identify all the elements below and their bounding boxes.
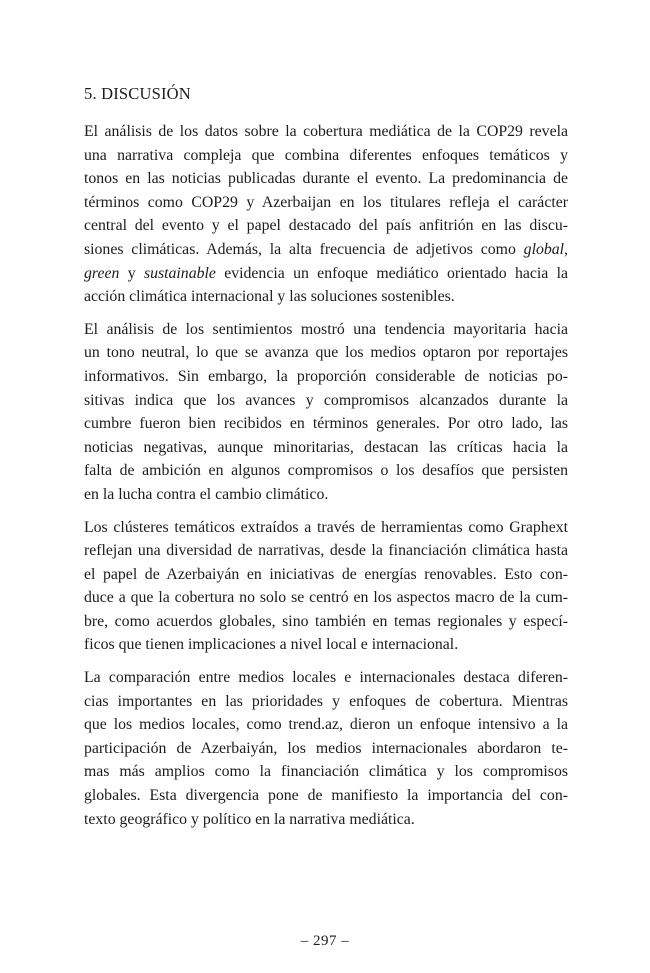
text-line: una narrativa compleja que combina diferentes enfoques temáticos y [84,146,568,164]
italic-term: global [523,240,565,258]
text-line: ficos que tienen implicaciones a nivel local e internacional. [84,636,459,654]
text-line: El análisis de los sentimientos mostró una tendencia mayoritaria hacia [84,320,568,338]
text-line: cias importantes en las prioridades y enfoques de cobertura. Mientras [84,692,568,710]
text-line: términos como COP29 y Azerbaijan en los titulares refleja el carácter [84,193,568,211]
text-line: en la lucha contra el cambio climático. [84,485,329,503]
text-line: globales. Esta divergencia pone de manifiesto la importancia del con- [84,787,568,805]
text-line: el papel de Azerbaiyán en iniciativas de energías renovables. Esto con- [84,565,568,583]
text-line: duce a que la cobertura no solo se centró en los aspectos macro de la cum- [84,589,568,607]
text-line: Los clústeres temáticos extraídos a través de herramientas como Graphext [84,518,568,536]
text-line: acción climática internacional y las soluciones sostenibles. [84,288,455,306]
text-line: cumbre fueron bien recibidos en términos generales. Por otro lado, las [84,415,568,433]
text-line: central del evento y el papel destacado del país anfitrión en las discu- [84,217,568,235]
page-number: – 297 – [300,933,350,949]
text-line: sitivas indica que los avances y compromisos alcanzados durante la [84,391,568,409]
body-text [84,120,568,840]
italic-term: green [84,264,120,282]
text-line: El análisis de los datos sobre la cobertura mediática de la COP29 revela [84,123,568,140]
text-line: reflejan una diversidad de narrativas, desde la financiación climática hasta [84,542,568,560]
paragraph [84,120,568,309]
text-line: green y sustainable evidencia un enfoque mediático orientado hacia la [84,264,569,282]
text-line: informativos. Sin embargo, la proporción considerable de noticias po- [84,367,568,385]
paragraph [84,318,568,507]
italic-term: sustainable [143,264,216,282]
text-line: mas más amplios como la financiación climática y los compromisos [84,763,568,781]
text-line: siones climáticas. Además, la alta frecuencia de adjetivos como global, [84,240,568,258]
paragraph [84,666,568,831]
section-heading: 5. DISCUSIÓN [84,84,191,103]
text-line: participación de Azerbaiyán, los medios internacionales abordaron te- [84,739,568,757]
text-line: noticias negativas, aunque minoritarias, destacan las críticas hacia la [84,438,568,456]
paragraph [84,516,568,658]
text-line: texto geográfico y político en la narrativa mediática. [84,810,415,828]
text-line: La comparación entre medios locales e internacionales destaca diferen- [84,669,568,687]
text-line: tonos en las noticias publicadas durante el evento. La predominancia de [84,170,568,188]
text-line: un tono neutral, lo que se avanza que los medios optaron por reportajes [84,344,568,362]
text-line: falta de ambición en algunos compromisos o los desafíos que persisten [84,462,568,480]
text-line: bre, como acuerdos globales, sino también en temas regionales y especí- [84,612,568,630]
text-line: que los medios locales, como trend.az, dieron un enfoque intensivo a la [84,716,568,734]
